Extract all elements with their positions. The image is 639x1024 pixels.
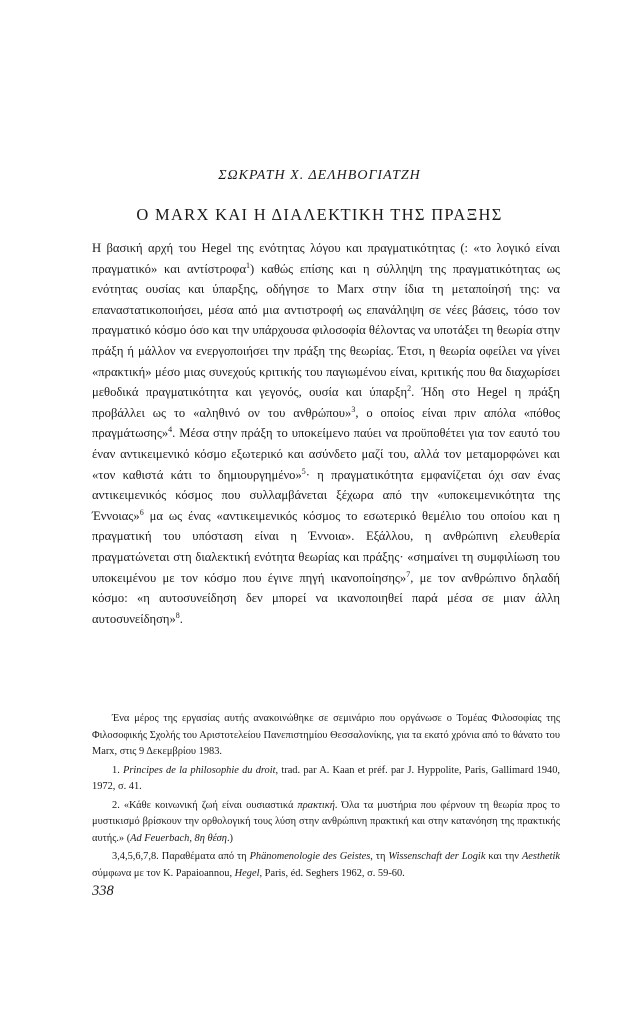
footnote-2: [92, 798, 560, 848]
footnote-ref-8[interactable]: 8: [175, 610, 180, 620]
footnote-text: .): [226, 832, 234, 844]
body-text-segment: , με τον ανθρώπινο δηλαδή κόσμο: «η αυτοσυνείδηση δεν μπορεί να ικανοποιηθεί παρά μέσα σε μιαν άλλη αυτοσυνείδηση»: [92, 570, 560, 626]
footnote-ref-2[interactable]: 2: [407, 383, 412, 393]
cited-title: Wissenschaft der Logik: [388, 851, 486, 862]
body-text-segment: Η βασική αρχή του Hegel της ενότητας λόγου και πραγματικότητας (: «το λογικό είναι πραγματικό» και αντίστροφα: [92, 241, 560, 276]
body-text-segment: ) καθώς επίσης και η σύλληψη της πραγματικότητας ως ενότητας ουσίας και ύπαρξης, οδήγησε το Marx στην ίδια τη μεταποίησή της: να επαναστατικοποιήσει, μέσα από μια αντιστροφή ως επανάληψη σε νέες βάσεις, τόσο τον πραγματικό κόσμο όσο και την υπάρχουσα φιλοσοφία θέλοντας να υποτάξει τη θεωρία στην πράξη ή μάλλον να ενεργοποιήσει την πράξη της θεωρίας. Έτσι, η θεωρία οφείλει να γίνει «πρακτική» μέσο μιας συνεχούς κριτικής του παγιωμένου είναι, κριτικής που θα διαχωρίσει μεθοδικά πραγματικότητα και γεγονός, ουσία και ύπαρξη: [92, 261, 560, 400]
cited-title: Aesthetik: [521, 851, 561, 862]
footnote-3-8: [92, 849, 560, 882]
article-title: Ο MARX ΚΑΙ Η ΔΙΑΛΕΚΤΙΚΗ ΤΗΣ ΠΡΑΞΗΣ: [136, 205, 503, 224]
cited-title: Hegel: [234, 867, 260, 879]
body-text-segment: . Ήδη στο Hegel η πράξη προβάλλει ως το «αληθινό ον του ανθρώπου»: [92, 385, 560, 420]
footnote-text: και την: [485, 851, 522, 862]
emphasis: πρακτική: [297, 799, 335, 811]
footnote-ref-3[interactable]: 3: [351, 404, 356, 414]
page-number: 338: [92, 883, 114, 899]
footnote-ref-1[interactable]: 1: [246, 260, 251, 270]
footnote-ref-5[interactable]: 5: [301, 466, 306, 476]
footnote-text: , trad. par A. Kaan et préf. par J. Hyppolite, Paris, Gallimard 1940, 1972, σ. 41.: [92, 764, 560, 792]
footnote-number: 1.: [112, 764, 124, 776]
body-text-segment: , ο οποίος είναι πριν απόλα «πόθος πραγμάτωσης»: [92, 405, 560, 441]
footnote-ref-7[interactable]: 7: [406, 569, 411, 579]
body-text-segment: μα ως ένας «αντικειμενικός κόσμος το εσωτερικό θεμέλιο του οποίου και η πραγματική του υπόσταση είναι η Έννοια». Εξάλλου, η ανθρώπινη ελευθερία πραγματώνεται στη διαλεκτική ενότητα θεωρίας και πράξης· «σημαίνει τη συμφιλίωση του υποκειμένου με τον κόσμο που έγινε πηγή ικανοποίησης»: [92, 508, 560, 585]
footnote-text: Παραθέματα από τη: [161, 851, 250, 862]
footnote-text: , τη: [370, 851, 389, 862]
footnote-intro: Ένα μέρος της εργασίας αυτής ανακοινώθηκε σε σεμινάριο που οργάνωσε ο Τομέας Φιλοσοφίας της Φιλοσοφικής Σχολής του Αριστοτελείου Πανεπιστημίου Θεσσαλονίκης, για τα εκατό χρόνια από το θάνατο του Marx, στις 9 Δεκεμβρίου 1983.: [92, 713, 560, 757]
body-text-segment: . Μέσα στην πράξη το υποκείμενο παύει να προϋποθέτει για τον εαυτό του έναν αντικειμενικό κόσμο εξωτερικό και ασύνδετο μαζί του, αλλά τον μεταμορφώνει και «τον καθιστά κάτι το δημιουργημένο»: [92, 426, 560, 482]
footnote-ref-4[interactable]: 4: [168, 425, 173, 435]
cited-title: Ad Feuerbach, 8η θέση: [130, 832, 227, 844]
footnotes: [92, 711, 560, 882]
footnote-text: . Όλα τα μυστήρια που φέρνουν τη θεωρία προς το μυστικισμό βρίσκουν την ορθολογική τους λύση στην ανθρώπινη πρακτική και στην κατανόηση της πρακτικής αυτής.» (: [92, 799, 560, 844]
cited-title: Principes de la philosophie du droit: [123, 764, 276, 776]
footnote-text: , Paris, éd. Seghers 1962, σ. 59-60.: [259, 867, 405, 879]
footnote-number: 2.: [112, 799, 124, 811]
footnote-1: [92, 763, 560, 796]
footnote-number: 3,4,5,6,7,8.: [112, 851, 162, 862]
cited-title: Phänomenologie des Geistes: [249, 851, 371, 862]
body-paragraph: [92, 238, 560, 629]
footnote-text: «Κάθε κοινωνική ζωή είναι ουσιαστικά: [123, 799, 298, 811]
body-text-segment: · η πραγματικότητα εμφανίζεται όχι σαν ένας αντικειμενικός κόσμος που συλλαμβάνεται ξέχωρα από την «υποκειμενικότητα της Έννοιας»: [92, 467, 560, 523]
body-text-segment: .: [179, 611, 183, 626]
footnote-text: σύμφωνα με τον K. Papaioannou,: [92, 867, 235, 879]
author-name: ΣΩΚΡΑΤΗ Χ. ΔΕΛΗΒΟΓΙΑΤΖΗ: [218, 168, 421, 183]
footnote-ref-6[interactable]: 6: [139, 507, 144, 517]
